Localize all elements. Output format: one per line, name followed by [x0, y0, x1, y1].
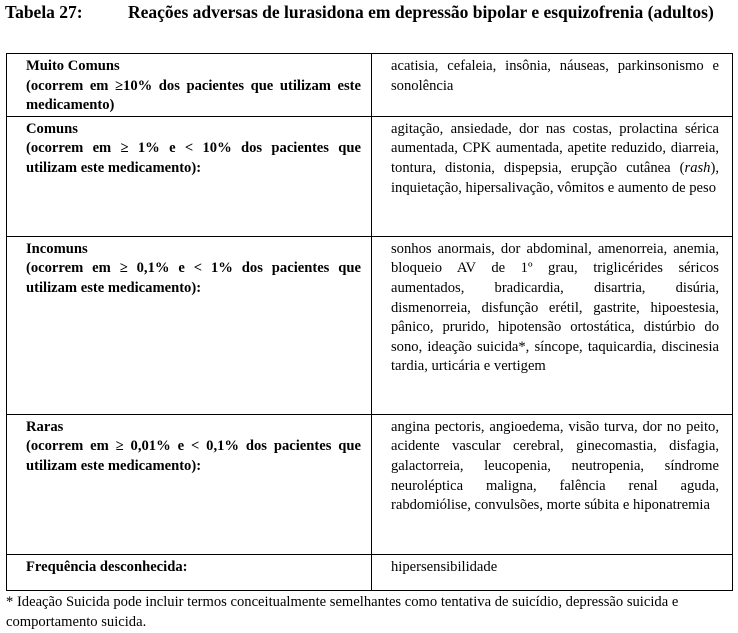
reactions-text: hipersensibilidade: [391, 558, 498, 575]
reactions-cell: [372, 554, 733, 590]
adverse-reactions-table: [6, 53, 733, 591]
frequency-category: Muito Comuns: [26, 58, 120, 74]
reactions-text: agitação, ansiedade, dor nas costas, prolactina sérica aumentada, CPK aumentada, apetite reduzido, diarreia, tontura, distonia, dispepsia, erupção cutânea (: [391, 120, 719, 176]
table-row: [7, 236, 733, 414]
reactions-cell: [372, 116, 733, 236]
table-row: [7, 414, 733, 554]
frequency-category: Raras: [26, 418, 64, 435]
table-title-text: Reações adversas de lurasidona em depressão bipolar e esquizofrenia (adultos): [128, 2, 714, 22]
reactions-text-continued: ), inquietação, hipersalivação, vômitos e aumento de peso: [391, 159, 719, 196]
table-title-label: Tabela 27:: [5, 2, 83, 22]
frequency-cell: [7, 554, 372, 590]
frequency-definition: (ocorrem em ≥ 1% e < 10% dos pacientes que utilizam este medicamento):: [26, 140, 361, 176]
reactions-text: angina pectoris, angioedema, visão turva, dor no peito, acidente vascular cerebral, ginecomastia, disfagia, galactorreia, leucopenia, neutropenia, síndrome neuroléptica maligna, falência renal aguda, rabdomiólise, convulsões, morte súbita e hiponatremia: [391, 418, 719, 514]
frequency-cell: [7, 414, 372, 554]
reactions-cell: [372, 236, 733, 414]
reactions-italic-term: rash: [684, 159, 711, 176]
frequency-definition: (ocorrem em ≥10% dos pacientes que utilizam este medicamento): [26, 77, 361, 114]
table-footnote: * Ideação Suicida pode incluir termos conceitualmente semelhantes como tentativa de suicídio, depressão suicida e comportamento suicida.: [6, 594, 679, 630]
frequency-cell: [7, 236, 372, 414]
reactions-text: sonhos anormais, dor abdominal, amenorreia, anemia, bloqueio AV de 1º grau, triglicérides séricos aumentados, bradicardia, disartria, disúria, dismenorreia, disfunção erétil, gastrite, hipoestesia, pânico, prurido, hipotensão ortostática, distúrbio do sono, ideação suicida*, síncope, taquicardia, discinesia tardia, urticária e vertigem: [391, 240, 719, 375]
frequency-cell: [7, 116, 372, 236]
table-row: [7, 554, 733, 590]
reactions-text: acatisia, cefaleia, insônia, náuseas, parkinsonismo e sonolência: [391, 58, 719, 94]
frequency-definition: (ocorrem em ≥ 0,1% e < 1% dos pacientes que utilizam este medicamento):: [26, 260, 361, 296]
table-row: [7, 54, 733, 117]
reactions-cell: [372, 54, 733, 117]
table-row: [7, 116, 733, 236]
reactions-cell: [372, 414, 733, 554]
frequency-category: Comuns: [26, 120, 78, 137]
frequency-category: Frequência desconhecida:: [26, 558, 188, 575]
frequency-category: Incomuns: [26, 240, 88, 257]
frequency-cell: [7, 54, 372, 117]
frequency-definition: (ocorrem em ≥ 0,01% e < 0,1% dos pacientes que utilizam este medicamento):: [26, 438, 361, 474]
